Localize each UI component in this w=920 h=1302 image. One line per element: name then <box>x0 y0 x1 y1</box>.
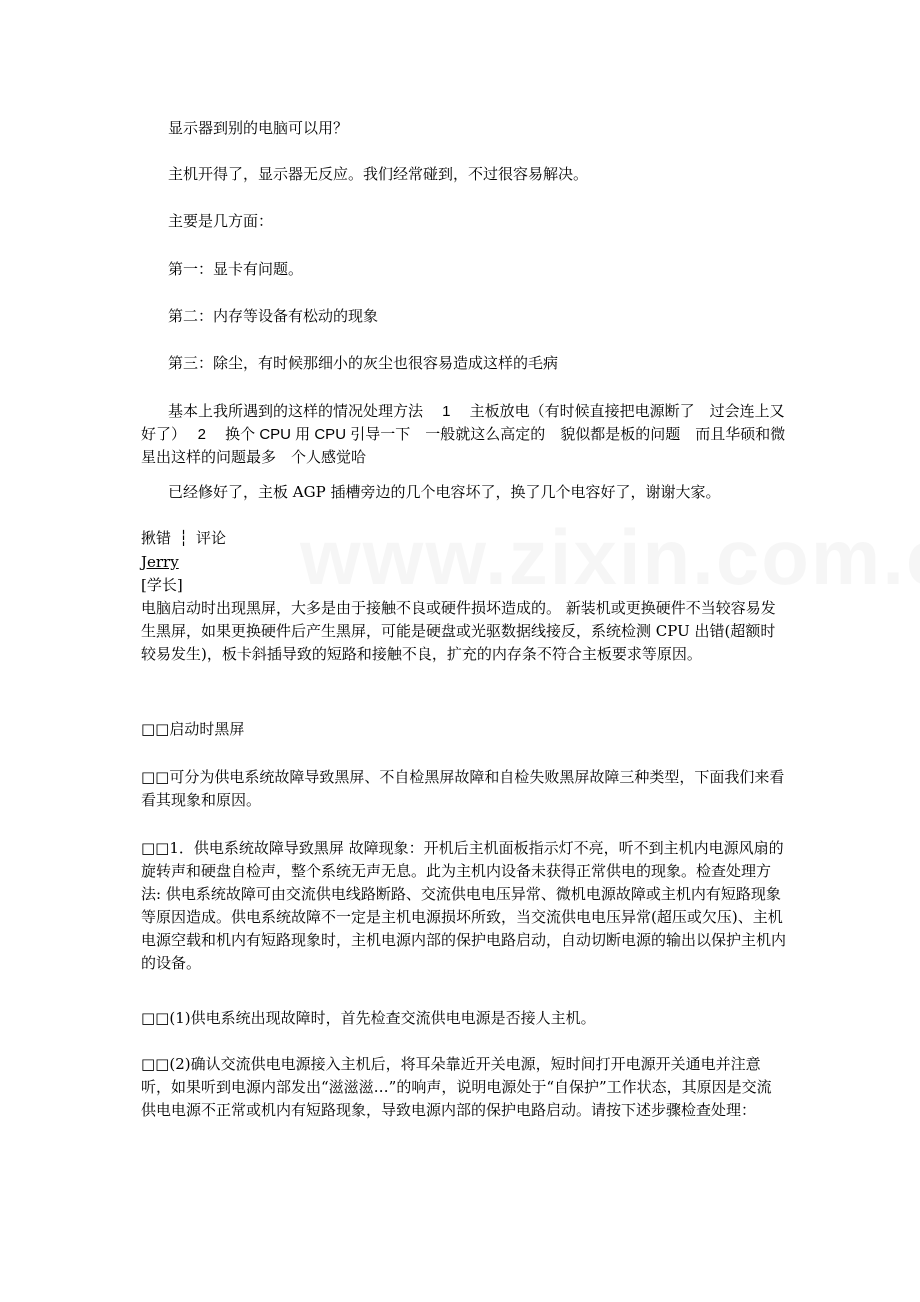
report-error-link[interactable]: 揪错 <box>141 529 172 547</box>
action-separator: ┆ <box>179 529 189 547</box>
reply-intro: 电脑启动时出现黑屏，大多是由于接触不良或硬件损坏造成的。 新装机或更换硬件不当较容易发生黑屏，如果更换硬件后产生黑屏，可能是硬盘或光驱数据线接反，系统检测 CPU 出错(超额时较易发生)，板卡斜插导致的短路和接触不良，扩充的内存条不符合主板要求等原因。 <box>141 599 776 663</box>
reply-types: □□可分为供电系统故障导致黑屏、不自检黑屏故障和自检失败黑屏故障三种类型，下面我们来看看其现象和原因。 <box>141 768 785 809</box>
reply-section-1: □□1．供电系统故障导致黑屏 故障现象：开机后主机面板指示灯不亮，听不到主机内电源风扇的旋转声和硬盘自检声，整个系统无声无息。此为主机内设备未获得正常供电的现象。检查处理方法: 供电系统故障可由交流供电线路断路、交流供电电压异常、微机电源故障或主机内有短路现象等原因造成。供电系统故障不一定是主机电源损坏所致，当交流供电电压异常(超压或欠压)、主机电源空载和机内有短路现象时，主机电源内部的保护电路启动，自动切断电源的输出以保护主机内的设备。 <box>141 839 787 972</box>
username-link[interactable]: Jerry <box>141 553 179 571</box>
question-line-1: 显示器到别的电脑可以用？ <box>168 119 349 137</box>
question-paragraph: 基本上我所遇到的这样的情况处理方法 1 主板放电（有时候直接把电源断了 过会连上又好了） 2 换个 CPU 用 CPU 引导一下 一般就这么高定的 貌似都是板的问题 而且华硕和微星出这样的问题最多 个人感觉哈 <box>141 403 786 466</box>
reply-heading: □□启动时黑屏 <box>141 720 245 738</box>
comment-link[interactable]: 评论 <box>196 529 227 547</box>
user-rank: [学长] <box>141 576 183 594</box>
reply-step-2: □□(2)确认交流供电电源接入主机后，将耳朵靠近开关电源，短时间打开电源开关通电并注意听，如果听到电源内部发出“滋滋滋…”的响声，说明电源处于“自保护”工作状态，其原因是交流供电电源不正常或机内有短路现象，导致电源内部的保护电路启动。请按下述步骤检查处理： <box>141 1055 772 1119</box>
reply-step-1: □□(1)供电系统出现故障时，首先检查交流供电电源是否接人主机。 <box>141 1009 596 1027</box>
action-bar <box>141 527 786 550</box>
question-line-6: 第三：除尘，有时候那细小的灰尘也很容易造成这样的毛病 <box>168 354 559 372</box>
question-line-2: 主机开得了，显示器无反应。我们经常碰到，不过很容易解决。 <box>168 165 589 183</box>
reply-author <box>141 551 786 574</box>
fixed-note: 已经修好了，主板 AGP 插槽旁边的几个电容坏了，换了几个电容好了，谢谢大家。 <box>168 483 721 501</box>
question-line-5: 第二：内存等设备有松动的现象 <box>168 307 379 325</box>
question-line-3: 主要是几方面： <box>168 212 274 230</box>
question-line-4: 第一：显卡有问题。 <box>168 260 304 278</box>
